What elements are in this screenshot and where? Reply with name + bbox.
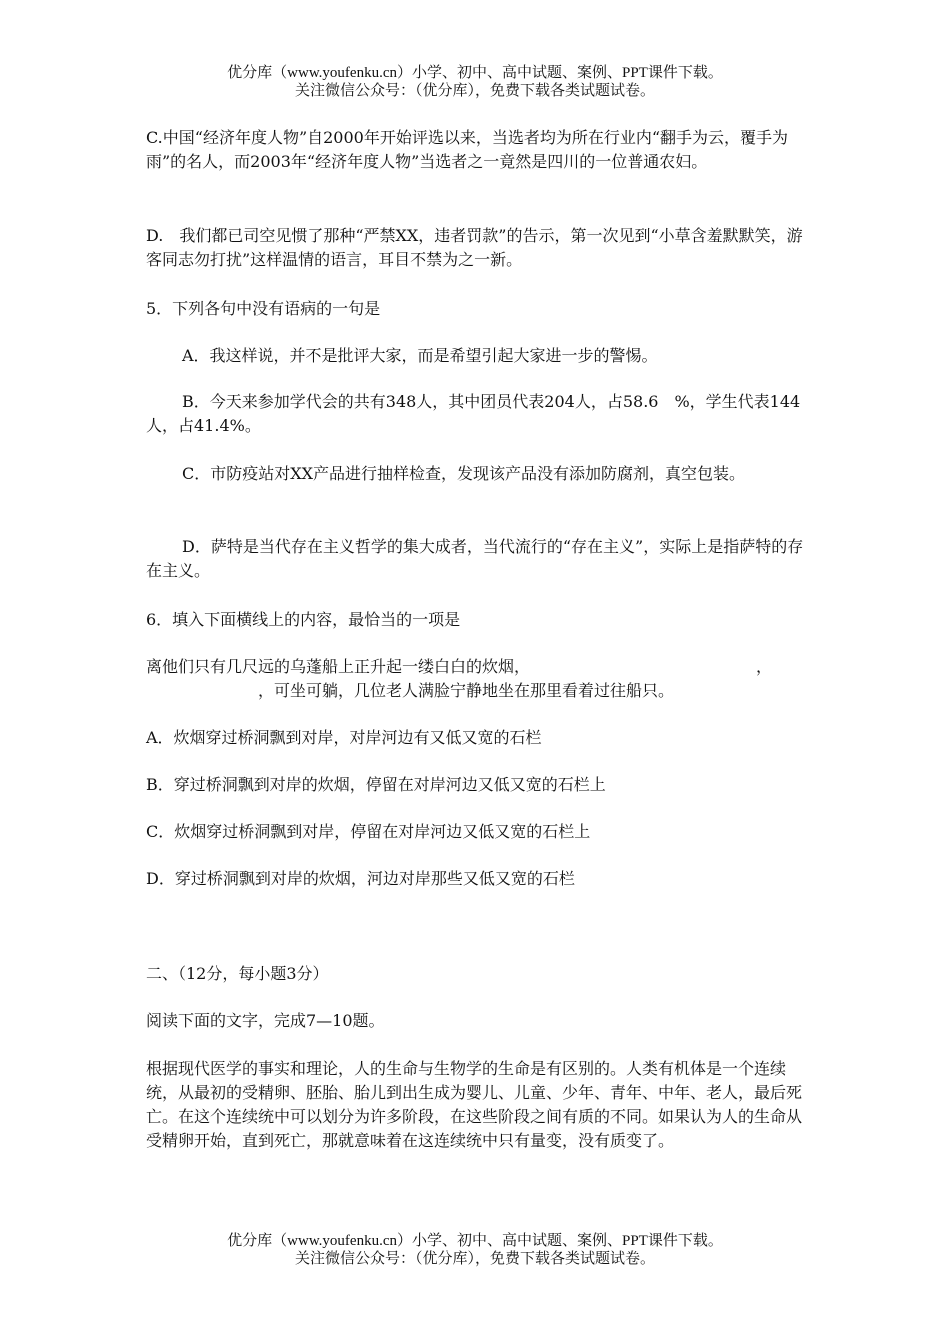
q6-passage-line-2: ，可坐可躺，几位老人满脸宁静地坐在那里看着过往船只。 bbox=[258, 681, 675, 700]
q5-option-d: D．萨特是当代存在主义哲学的集大成者，当代流行的“存在主义”，实际上是指萨特的存在主义。 bbox=[146, 537, 804, 580]
q5-option-a: A．我这样说，并不是批评大家，而是希望引起大家进一步的警惕。 bbox=[182, 346, 658, 365]
q5-option-b: B．今天来参加学代会的共有348人，其中团员代表204人，占58.6 %，学生代表144人，占41.4%。 bbox=[146, 392, 801, 435]
q6-option-b: B．穿过桥洞飘到对岸的炊烟，停留在对岸河边又低又宽的石栏上 bbox=[146, 775, 606, 794]
q6-option-a: A．炊烟穿过桥洞飘到对岸，对岸河边有又低又宽的石栏 bbox=[146, 728, 542, 747]
header-line-1: 优分库（www.youfenku.cn）小学、初中、高中试题、案例、PPT课件下载。 bbox=[227, 65, 723, 81]
q5-stem: 5．下列各句中没有语病的一句是 bbox=[146, 299, 381, 318]
section-2-passage: 根据现代医学的事实和理论，人的生命与生物学的生命是有区别的。人类有机体是一个连续统，从最初的受精卵、胚胎、胎儿到出生成为婴儿、儿童、少年、青年、中年、老人，最后死亡。在这个连续统中可以划分为许多阶段，在这些阶段之间有质的不同。如果认为人的生命从受精卵开始，直到死亡，那就意味着在这连续统中只有量变，没有质变了。 bbox=[146, 1059, 803, 1150]
q6-passage-line-1: 离他们只有几尺远的乌蓬船上正升起一缕白白的炊烟， bbox=[146, 657, 531, 676]
q6-passage-comma: ， bbox=[756, 657, 773, 676]
section-2-title: 二、（12分，每小题3分） bbox=[146, 964, 329, 983]
q6-option-d: D．穿过桥洞飘到对岸的炊烟，河边对岸那些又低又宽的石栏 bbox=[146, 869, 575, 888]
q6-passage bbox=[146, 655, 806, 703]
header-line-2: 关注微信公众号：（优分库），免费下载各类试题试卷。 bbox=[294, 83, 655, 99]
q6-stem: 6．填入下面横线上的内容，最恰当的一项是 bbox=[146, 610, 461, 629]
section-2-instruction: 阅读下面的文字，完成7—10题。 bbox=[146, 1011, 385, 1030]
page-footer bbox=[0, 1232, 950, 1268]
page-header bbox=[0, 64, 950, 100]
q6-option-c: C．炊烟穿过桥洞飘到对岸，停留在对岸河边又低又宽的石栏上 bbox=[146, 822, 591, 841]
footer-line-2: 关注微信公众号：（优分库），免费下载各类试题试卷。 bbox=[294, 1251, 655, 1267]
q4-option-d: D. 我们都已司空见惯了那种“严禁XX，违者罚款”的告示，第一次见到“小草含羞默默笑，游客同志勿打扰”这样温情的语言，耳目不禁为之一新。 bbox=[146, 226, 803, 269]
q5-option-c: C．市防疫站对XX产品进行抽样检查，发现该产品没有添加防腐剂，真空包装。 bbox=[182, 464, 746, 483]
q4-option-c: C.中国“经济年度人物”自2000年开始评选以来，当选者均为所在行业内“翻手为云，覆手为雨”的名人，而2003年“经济年度人物”当选者之一竟然是四川的一位普通农妇。 bbox=[146, 128, 789, 171]
footer-line-1: 优分库（www.youfenku.cn）小学、初中、高中试题、案例、PPT课件下载。 bbox=[227, 1233, 723, 1249]
